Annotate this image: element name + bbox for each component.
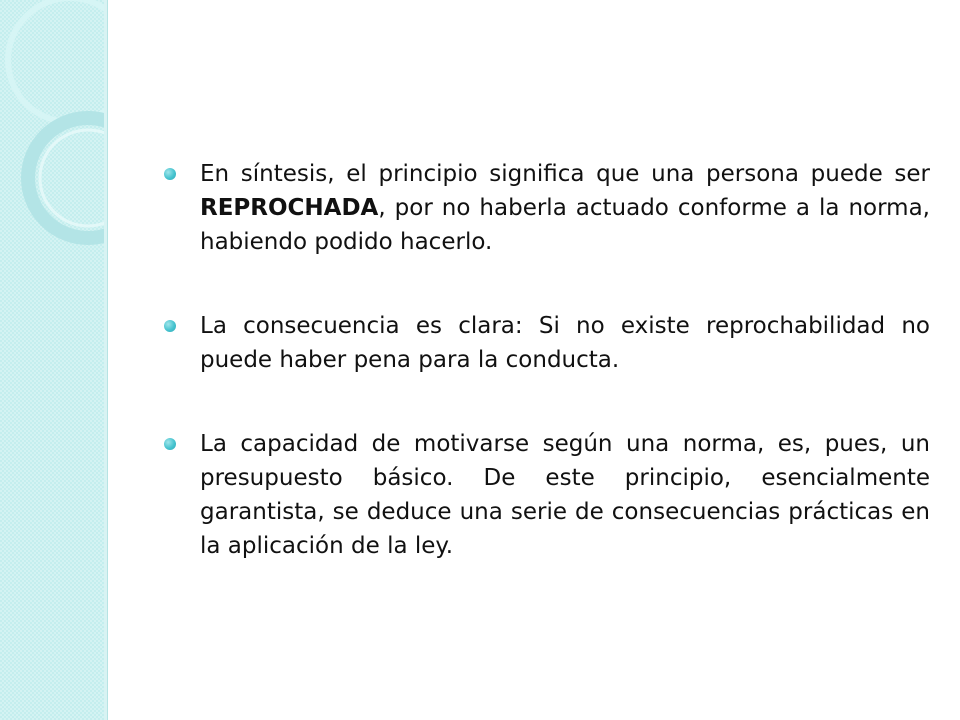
- bullet-item: [160, 309, 930, 377]
- bullet-text: [200, 161, 930, 255]
- inner-ring-decoration: [40, 130, 106, 226]
- bullet-text-start: En síntesis, el principio significa que una persona puede ser: [200, 161, 930, 187]
- bullet-item: [160, 157, 930, 259]
- large-ring-decoration: [8, 0, 106, 122]
- bullet-text: La capacidad de motivarse según una norma, es, pues, un presupuesto básico. De este principio, esencialmente garantista, se deduce una serie de consecuencias prácticas en la aplicación de la ley.: [200, 431, 930, 559]
- bullet-item: [160, 427, 930, 563]
- emphasized-word: REPROCHADA: [200, 195, 379, 221]
- bullet-text: La consecuencia es clara: Si no existe reprochabilidad no puede haber pena para la conducta.: [200, 313, 930, 373]
- decorative-side-panel: [0, 0, 106, 720]
- decorative-rings: [0, 0, 106, 260]
- circle-bullet-icon: [164, 168, 176, 180]
- slide-content: [160, 157, 930, 563]
- bullet-text-end: , por no haberla actuado conforme a la norma, habiendo podido hacerlo.: [200, 195, 930, 255]
- side-panel-edge: [104, 0, 108, 720]
- circle-bullet-icon: [164, 438, 176, 450]
- circle-bullet-icon: [164, 320, 176, 332]
